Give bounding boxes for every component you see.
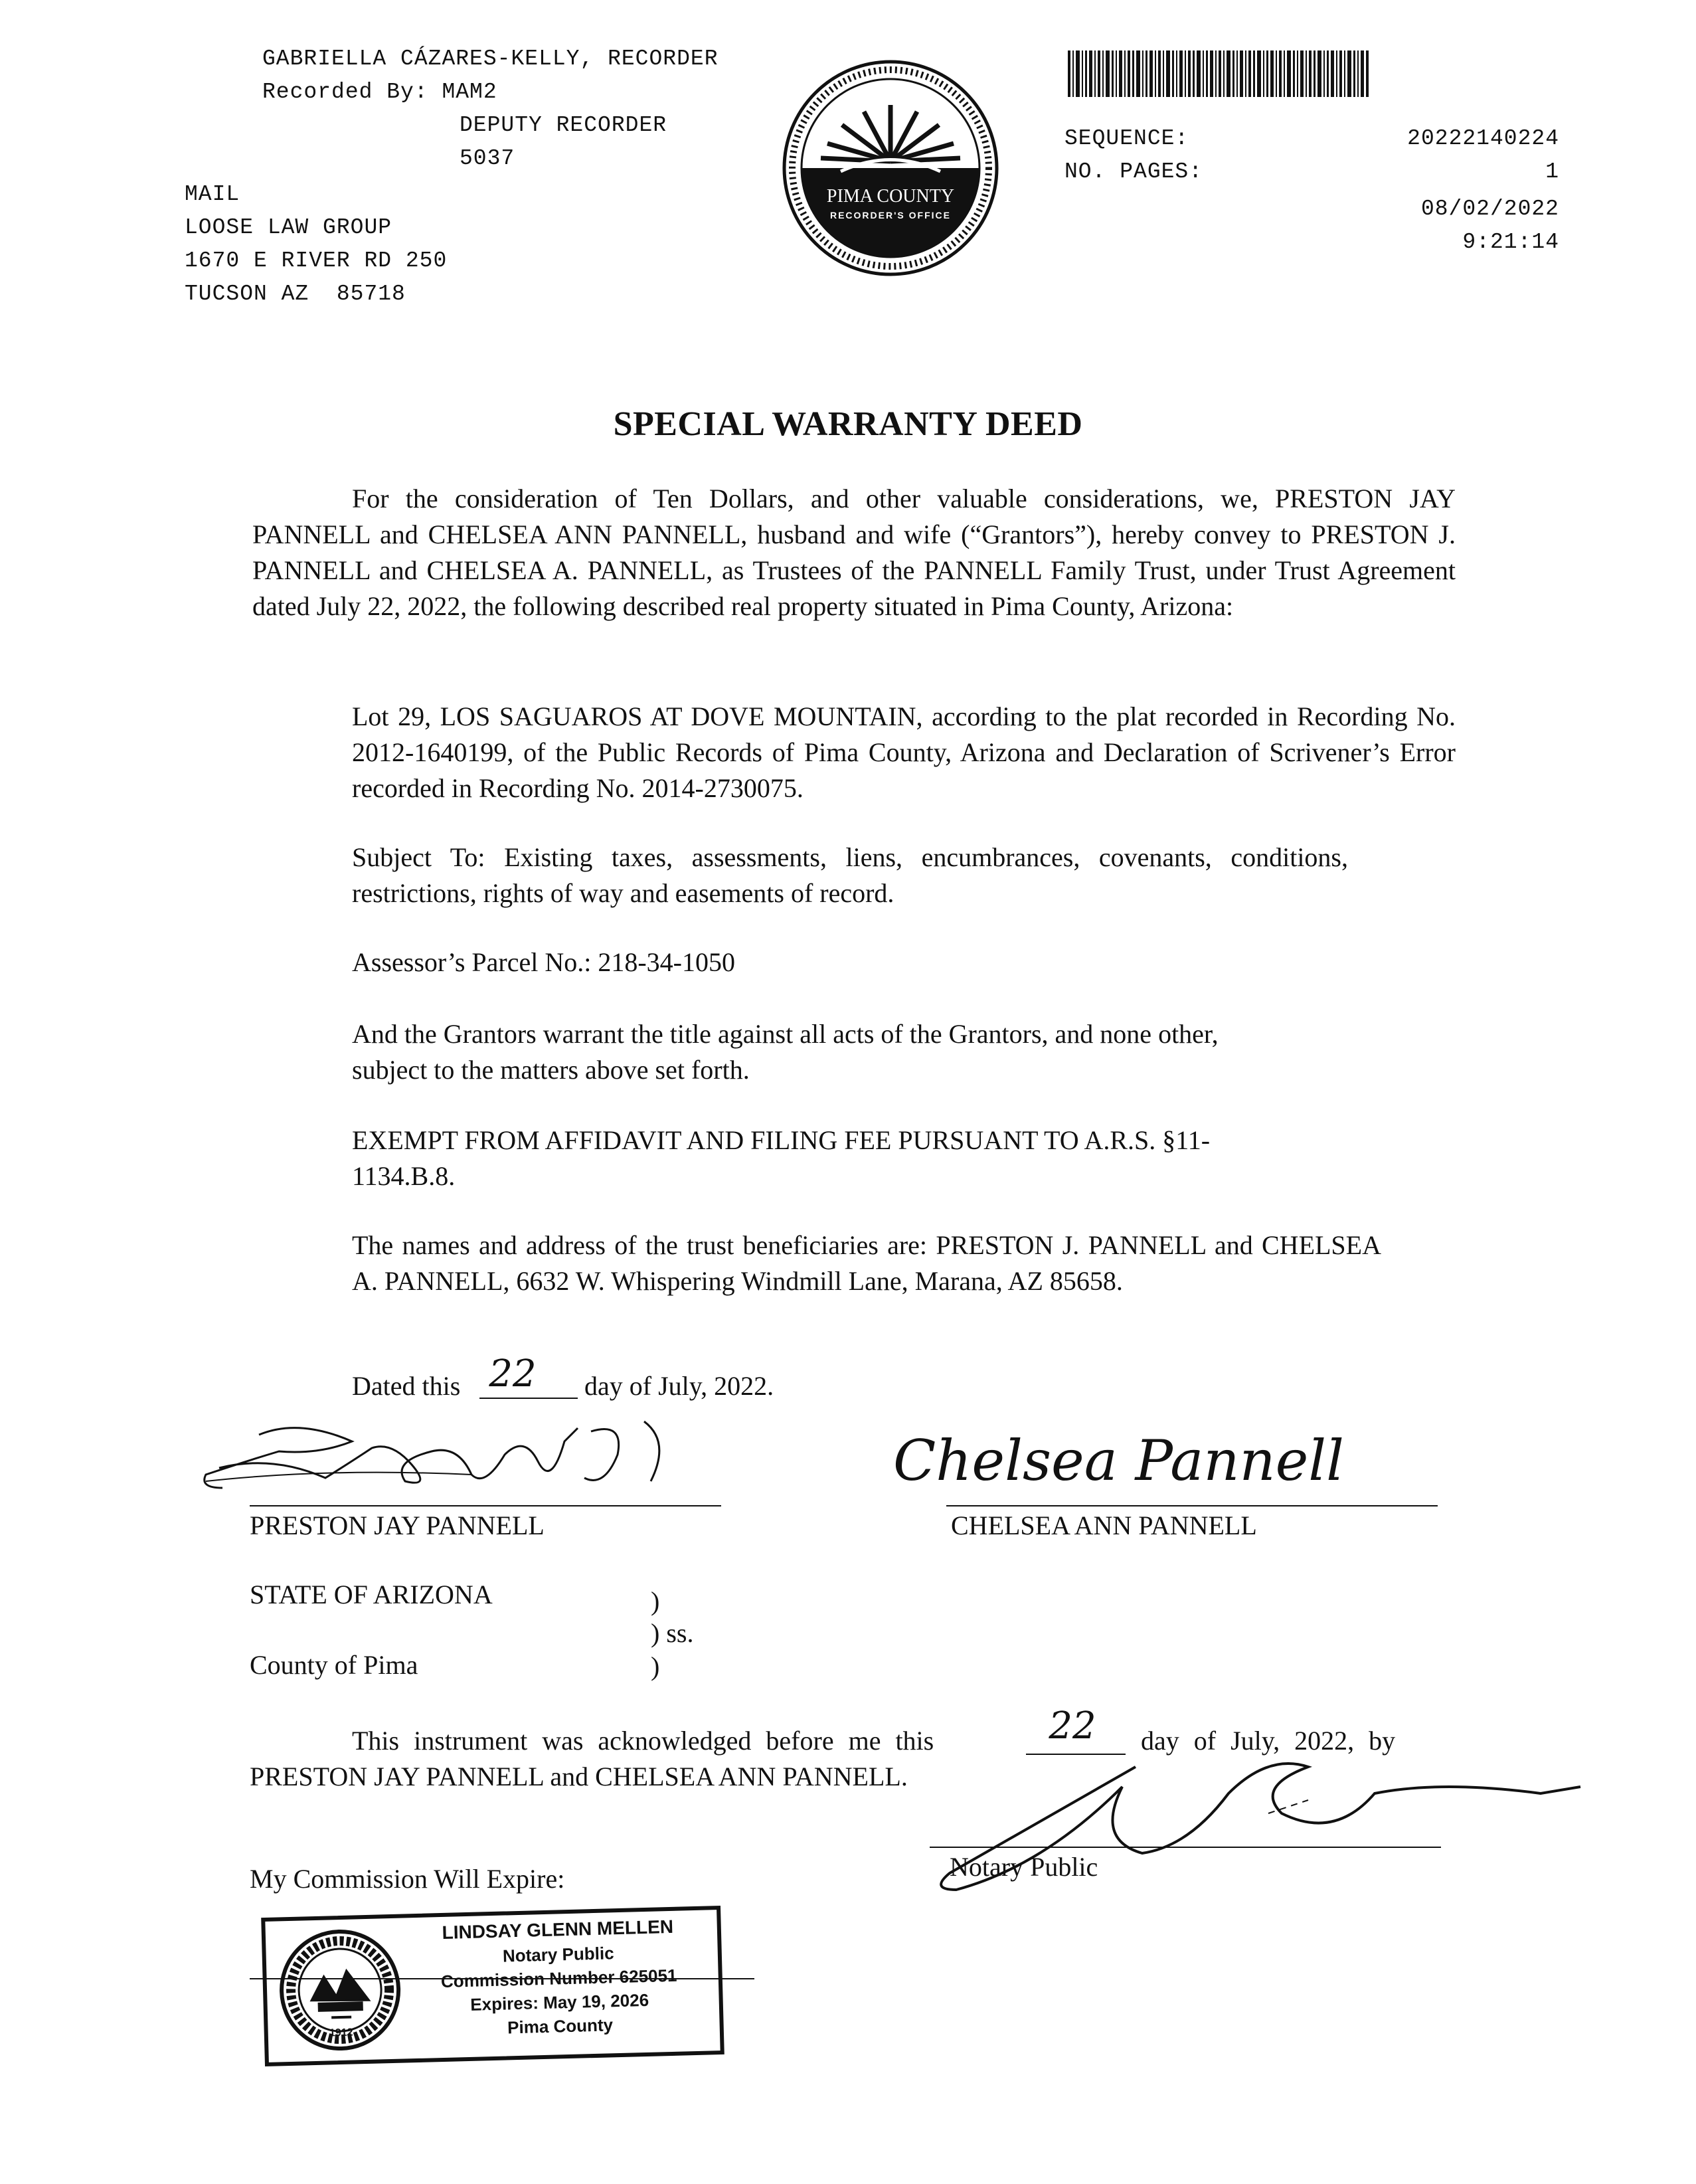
dated-suffix: day of July, 2022. <box>584 1371 774 1401</box>
exemption-line-1: EXEMPT FROM AFFIDAVIT AND FILING FEE PURSUANT TO A.R.S. §11- <box>352 1125 1211 1155</box>
pima-county-seal <box>781 58 1000 278</box>
commission-number: Commission Number 625051 <box>440 1965 677 1992</box>
seal-line-1: PIMA COUNTY <box>826 186 955 207</box>
parcel-number: Assessor’s Parcel No.: 218-34-1050 <box>352 947 735 977</box>
recorder-name: GABRIELLA CÁZARES-KELLY, RECORDER <box>262 46 719 71</box>
mail-city: TUCSON AZ 85718 <box>185 282 406 306</box>
barcode <box>1068 50 1514 97</box>
exemption-line-2: 1134.B.8. <box>352 1161 456 1191</box>
venue-state: STATE OF ARIZONA <box>250 1580 493 1609</box>
venue-county: County of Pima <box>250 1650 418 1680</box>
legal-description: Lot 29, LOS SAGUAROS AT DOVE MOUNTAIN, according to the plat recorded in Recording No. 2012-1640199, of the Public Records of Pima County, Arizona and Declaration of Scrivener’s Error recorded in Recording No. 2014-2730075. <box>352 701 1456 803</box>
notary-label: Notary Public <box>950 1852 1098 1882</box>
preston-signature <box>193 1415 697 1508</box>
mail-label: MAIL <box>185 182 240 207</box>
recorded-by: Recorded By: MAM2 <box>262 80 497 104</box>
dated-day-handwritten: 22 <box>489 1352 537 1396</box>
venue-paren-top: ) <box>651 1586 660 1616</box>
arizona-state-seal <box>276 1926 404 2054</box>
ack-day-handwritten: 22 <box>1049 1704 1096 1748</box>
dated-prefix: Dated this <box>352 1371 461 1401</box>
commission-expires: Expires: May 19, 2026 <box>469 1989 649 2015</box>
mail-name: LOOSE LAW GROUP <box>185 215 392 240</box>
sequence-label: SEQUENCE: <box>1064 126 1189 151</box>
document-title: SPECIAL WARRANTY DEED <box>613 405 1083 443</box>
subject-to: Subject To: Existing taxes, assessments, liens, encumbrances, covenants, conditions, restrictions, rights of way and easements of record. <box>352 842 1348 908</box>
notary-name: LINDSAY GLENN MELLEN <box>442 1916 674 1943</box>
mail-street: 1670 E RIVER RD 250 <box>185 248 448 273</box>
recording-date: 08/02/2022 <box>1420 197 1559 221</box>
sequence-value: 20222140224 <box>1407 126 1559 151</box>
warranty-line-2: subject to the matters above set forth. <box>352 1055 750 1085</box>
beneficiaries: The names and address of the trust beneficiaries are: PRESTON J. PANNELL and CHELSEA A. PANNELL, 6632 W. Whispering Windmill Lane, Marana, AZ 85658. <box>352 1230 1381 1296</box>
ack-middle: day of July, 2022, by <box>1141 1726 1396 1756</box>
seal-year: 1912 <box>329 2027 353 2039</box>
dated-day-line <box>479 1398 578 1399</box>
seal-line-2: RECORDER'S OFFICE <box>829 210 951 221</box>
grantor1-signature-line <box>250 1505 721 1506</box>
grantor2-name: CHELSEA ANN PANNELL <box>951 1510 1257 1540</box>
grantor1-name: PRESTON JAY PANNELL <box>250 1510 545 1540</box>
commission-line <box>250 1978 754 1979</box>
ack-line-2: PRESTON JAY PANNELL and CHELSEA ANN PANNELL. <box>250 1762 908 1791</box>
venue-paren-bottom: ) <box>651 1651 660 1681</box>
deputy-recorder: DEPUTY RECORDER <box>460 113 667 137</box>
grantor2-signature-line <box>946 1505 1438 1506</box>
notary-stamp <box>261 1906 724 2066</box>
ack-prefix: This instrument was acknowledged before me this <box>352 1726 934 1756</box>
pages-value: 1 <box>1545 159 1559 184</box>
commission-label: My Commission Will Expire: <box>250 1864 565 1894</box>
notary-title: Notary Public <box>502 1943 614 1966</box>
notary-county: Pima County <box>507 2015 614 2038</box>
venue-ss: ) ss. <box>651 1618 694 1648</box>
consideration-paragraph: For the consideration of Ten Dollars, and other valuable considerations, we, PRESTON JAY PANNELL and CHELSEA ANN PANNELL, husband and wife (“Grantors”), hereby convey to PRESTON J. PANNELL and CHELSEA A. PANNELL, as Trustees of the PANNELL Family Trust, under Trust Agreement dated July 22, 2022, the following described real property situated in Pima County, Arizona: <box>252 484 1456 621</box>
deputy-number: 5037 <box>460 146 515 171</box>
chelsea-signature: Chelsea Pannell <box>893 1428 1345 1493</box>
notary-signature-line <box>930 1847 1441 1848</box>
recording-time: 9:21:14 <box>1462 230 1559 254</box>
pages-label: NO. PAGES: <box>1064 159 1203 184</box>
warranty-line-1: And the Grantors warrant the title against all acts of the Grantors, and none other, <box>352 1019 1219 1049</box>
